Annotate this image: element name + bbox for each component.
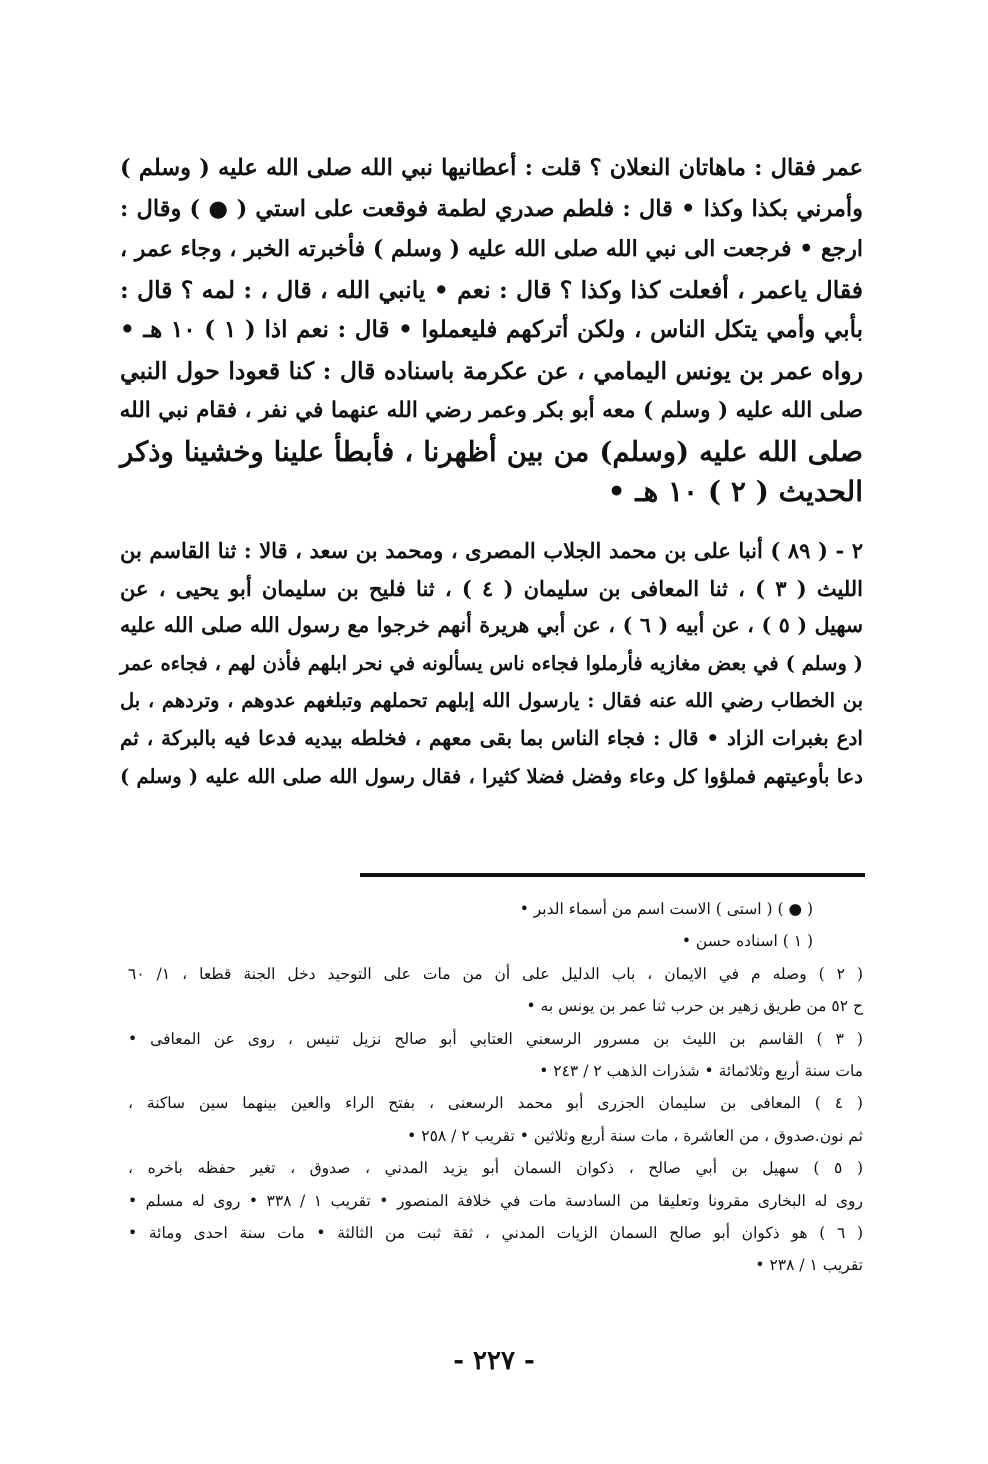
footnote-line: ثم نون.صدوق ، من العاشرة ، مات سنة أربع وثلاثين • تقريب ٢ / ٢٥٨ • <box>407 1126 863 1145</box>
footnote-line: ( ٤ ) المعافى بن سليمان الجزرى أبو محمد الرسعنى ، بفتح الراء والعين بينهما سين ساكنة ، <box>128 1094 863 1113</box>
footnote-line: ( ٢ ) وصله م في الايمان ، باب الدليل على أن من مات على التوحيد دخل الجنة قطعا ، ١/ ٦٠ <box>128 964 863 983</box>
main-text-line: فقال ياعمر ، أفعلت كذا وكذا ؟ قال : نعم • يانبي الله ، قال ، : لمه ؟ قال : <box>120 275 863 304</box>
main-text-line: رواه عمر بن يونس اليمامي ، عن عكرمة باسناده قال : كنا قعودا حول النبي <box>120 356 863 385</box>
footnote-line: ( ٥ ) سهيل بن أبي صالح ، ذكوان السمان أبو يزيد المدني ، صدوق ، تغير حفظه باخره ، <box>128 1159 863 1178</box>
main-text-line: ارجع • فرجعت الى نبي الله صلى الله عليه ( وسلم ) فأخبرته الخبر ، وجاء عمر ، <box>120 236 863 262</box>
footnote-line: روى له البخارى مقرونا وتعليقا من السادسة مات في خلافة المنصور • تقريب ١ / ٣٣٨ • روى له مسلم • <box>128 1191 864 1210</box>
footnote-line: ح ٥٢ من طريق زهير بن حرب ثنا عمر بن يونس به • <box>526 997 863 1016</box>
footnote-line: تقريب ١ / ٢٣٨ • <box>755 1256 863 1275</box>
hadith-line: ادع بغبرات الزاد • قال : فجاء الناس بما بقى معهم ، فخلطه بيديه فدعا فيه بالبركة ، ثم <box>120 725 863 750</box>
footnote-line: ( ٦ ) هو ذكوان أبو صالح السمان الزيات المدني ، ثقة ثبت من الثالثة • مات سنة احدى ومائة • <box>128 1224 863 1243</box>
footnote-line: مات سنة أربع وثلاثمائة • شذرات الذهب ٢ / ٢٤٣ • <box>539 1062 863 1081</box>
hadith-line: بن الخطاب رضي الله عنه فقال : يارسول الله إبلهم تحملهم وتبلغهم عدوهم ، وتردهم ، بل <box>120 689 863 713</box>
hadith-line: ٢ - ( ٨٩ ) أنبا على بن محمد الجلاب المصرى ، ومحمد بن سعد ، قالا : ثنا القاسم بن <box>120 538 863 563</box>
main-text-line: عمر فقال : ماهاتان النعلان ؟ قلت : أعطانيها نبي الله صلى الله عليه ( وسلم ) <box>120 155 863 181</box>
main-text-line: وأمرني بكذا وكذا • قال : فلطم صدري لطمة فوقعت على استي ( ● ) وقال : <box>120 195 863 222</box>
main-text-line: الحديث ( ٢ ) ١٠ هـ • <box>607 475 863 508</box>
hadith-block <box>120 532 863 795</box>
footnote-line: ( ٣ ) القاسم بن الليث بن مسرور الرسعني العتابي أبو صالح نزيل تنيس ، روى عن المعافى • <box>128 1029 863 1048</box>
footnotes-block <box>128 893 863 1282</box>
main-text-line: صلى الله عليه (وسلم) من بين أظهرنا ، فأبطأ علينا وخشينا وذكر <box>120 435 863 468</box>
footnote-line: ( ● ) ( استى ) الاست اسم من أسماء الدبر • <box>519 900 813 918</box>
hadith-line: ( وسلم ) في بعض مغازيه فأرملوا فجاءه ناس يسألونه في نحر ابلهم فأذن لهم ، فجاءه عمر <box>120 651 863 675</box>
footnote-line: ( ١ ) اسناده حسن • <box>681 932 813 951</box>
page-number: - ٢٢٧ - <box>453 1346 535 1376</box>
hadith-line: دعا بأوعيتهم فملؤوا كل وعاء وفضل فضلا كثيرا ، فقال رسول الله صلى الله عليه ( وسلم ) <box>120 764 863 788</box>
footnote-divider <box>360 873 865 877</box>
main-text-block <box>120 148 863 513</box>
hadith-line: الليث ( ٣ ) ، ثنا المعافى بن سليمان ( ٤ ) ، ثنا فليح بن سليمان أبو يحيى ، عن <box>120 575 864 601</box>
hadith-line: سهيل ( ٥ ) ، عن أبيه ( ٦ ) ، عن أبي هريرة أنهم خرجوا مع رسول الله صلى الله عليه <box>120 613 863 638</box>
main-text-line: صلى الله عليه ( وسلم ) معه أبو بكر وعمر رضي الله عنهما في نفر ، فقام نبي الله <box>119 398 863 423</box>
main-text-line: بأبي وأمي يتكل الناس ، ولكن أتركهم فليعملوا • قال : نعم اذا ( ١ ) ١٠ هـ • <box>120 316 863 343</box>
